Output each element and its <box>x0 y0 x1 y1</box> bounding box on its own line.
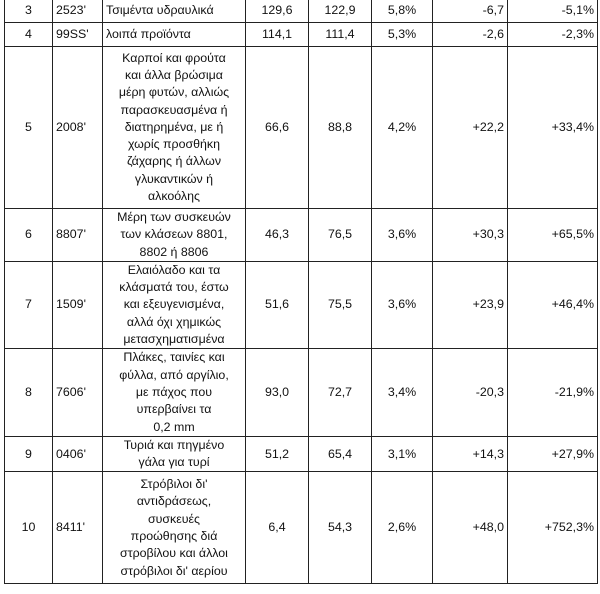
rank-cell: 5 <box>5 47 53 209</box>
description-line: στρόβιλοι δι' αερίου <box>120 563 228 578</box>
value-previous-cell: 51,2 <box>246 436 309 472</box>
share-cell: 3,6% <box>372 209 433 262</box>
change-absolute-cell: +14,3 <box>433 436 508 472</box>
description-cell <box>103 209 246 262</box>
table-row <box>5 0 598 23</box>
description-cell <box>103 261 246 348</box>
change-absolute-cell: +22,2 <box>433 47 508 209</box>
description-line: γάλα για τυρί <box>138 455 210 470</box>
table-row <box>5 436 598 472</box>
value-current-cell: 75,5 <box>309 261 372 348</box>
description-line: και εξευγενισμένα, <box>123 297 225 312</box>
description-line: Τσιμέντα υδραυλικά <box>106 2 214 17</box>
change-absolute-cell: -2,6 <box>433 23 508 47</box>
share-cell: 4,2% <box>372 47 433 209</box>
product-code-cell: 99SS' <box>53 23 103 47</box>
value-current-cell: 111,4 <box>309 23 372 47</box>
exports-table <box>4 0 598 584</box>
description-line: Τυριά και πηγμένο <box>123 437 225 452</box>
product-code-cell: 8807' <box>53 209 103 262</box>
change-absolute-cell: +23,9 <box>433 261 508 348</box>
change-percent-cell: -5,1% <box>508 0 598 23</box>
value-current-cell: 72,7 <box>309 349 372 436</box>
description-line: των κλάσεων 8801, <box>120 227 228 242</box>
change-absolute-cell: -20,3 <box>433 349 508 436</box>
description-cell <box>103 349 246 436</box>
value-previous-cell: 114,1 <box>246 23 309 47</box>
description-line: 8802 ή 8806 <box>139 244 209 259</box>
description-line: Πλάκες, ταινίες και <box>123 350 225 365</box>
description-line: κλάσματά του, έστω <box>119 280 229 295</box>
share-cell: 3,6% <box>372 261 433 348</box>
description-cell <box>103 47 246 209</box>
value-previous-cell: 129,6 <box>246 0 309 23</box>
description-line: ζάχαρης ή άλλων <box>126 154 222 169</box>
description-line: χωρίς προσθήκη <box>127 137 221 152</box>
description-line: μετασχηματισμένα <box>123 332 225 347</box>
description-line: και άλλα βρώσιμα <box>125 67 223 82</box>
description-line: παρασκευασμένα ή <box>120 102 228 117</box>
share-cell: 5,3% <box>372 23 433 47</box>
value-current-cell: 76,5 <box>309 209 372 262</box>
value-previous-cell: 46,3 <box>246 209 309 262</box>
value-current-cell: 65,4 <box>309 436 372 472</box>
description-cell <box>103 472 246 584</box>
table-row <box>5 23 598 47</box>
share-cell: 3,1% <box>372 436 433 472</box>
change-absolute-cell: +30,3 <box>433 209 508 262</box>
product-code-cell: 0406' <box>53 436 103 472</box>
change-absolute-cell: +48,0 <box>433 472 508 584</box>
description-line: προώθησης διά <box>130 528 218 543</box>
change-absolute-cell: -6,7 <box>433 0 508 23</box>
description-line: με πάχος που <box>135 384 213 399</box>
description-line: Ελαιόλαδο και τα <box>127 262 221 277</box>
rank-cell: 8 <box>5 349 53 436</box>
description-cell <box>103 436 246 472</box>
description-line: Καρποί και φρούτα <box>122 50 226 65</box>
product-code-cell: 8411' <box>53 472 103 584</box>
description-line: αλλά όχι χημικώς <box>126 314 222 329</box>
description-line: γλυκαντικών ή <box>134 171 214 186</box>
description-line: λοιπά προϊόντα <box>106 26 191 41</box>
table-row <box>5 47 598 209</box>
rank-cell: 7 <box>5 261 53 348</box>
description-line: φύλλα, από αργίλιο, <box>119 367 229 382</box>
table-row <box>5 209 598 262</box>
product-code-cell: 2008' <box>53 47 103 209</box>
share-cell: 3,4% <box>372 349 433 436</box>
rank-cell: 4 <box>5 23 53 47</box>
description-line: αντιδράσεως, <box>136 494 212 509</box>
product-code-cell: 1509' <box>53 261 103 348</box>
description-line: στροβίλου και άλλοι <box>120 546 228 561</box>
change-percent-cell: -21,9% <box>508 349 598 436</box>
rank-cell: 10 <box>5 472 53 584</box>
change-percent-cell: +65,5% <box>508 209 598 262</box>
rank-cell: 3 <box>5 0 53 23</box>
value-previous-cell: 6,4 <box>246 472 309 584</box>
value-previous-cell: 51,6 <box>246 261 309 348</box>
description-cell <box>103 0 246 23</box>
change-percent-cell: +33,4% <box>508 47 598 209</box>
share-cell: 5,8% <box>372 0 433 23</box>
description-line: αλκοόλης <box>147 189 200 204</box>
description-line: διατηρημένα, με ή <box>124 119 224 134</box>
description-line: υπερβαίνει τα <box>136 402 212 417</box>
change-percent-cell: +46,4% <box>508 261 598 348</box>
description-line: μέρη φυτών, αλλιώς <box>118 85 230 100</box>
value-current-cell: 122,9 <box>309 0 372 23</box>
rank-cell: 9 <box>5 436 53 472</box>
share-cell: 2,6% <box>372 472 433 584</box>
description-line: 0,2 mm <box>153 419 195 434</box>
description-line: Στρόβιλοι δι' <box>140 477 208 492</box>
table-row <box>5 349 598 436</box>
change-percent-cell: +27,9% <box>508 436 598 472</box>
table-row <box>5 261 598 348</box>
rank-cell: 6 <box>5 209 53 262</box>
change-percent-cell: +752,3% <box>508 472 598 584</box>
table-row <box>5 472 598 584</box>
product-code-cell: 2523' <box>53 0 103 23</box>
value-current-cell: 88,8 <box>309 47 372 209</box>
description-line: Μέρη των συσκευών <box>117 210 231 224</box>
description-cell <box>103 23 246 47</box>
product-code-cell: 7606' <box>53 349 103 436</box>
value-previous-cell: 66,6 <box>246 47 309 209</box>
change-percent-cell: -2,3% <box>508 23 598 47</box>
value-previous-cell: 93,0 <box>246 349 309 436</box>
value-current-cell: 54,3 <box>309 472 372 584</box>
table-body <box>5 0 598 584</box>
description-line: συσκευές <box>147 511 201 526</box>
